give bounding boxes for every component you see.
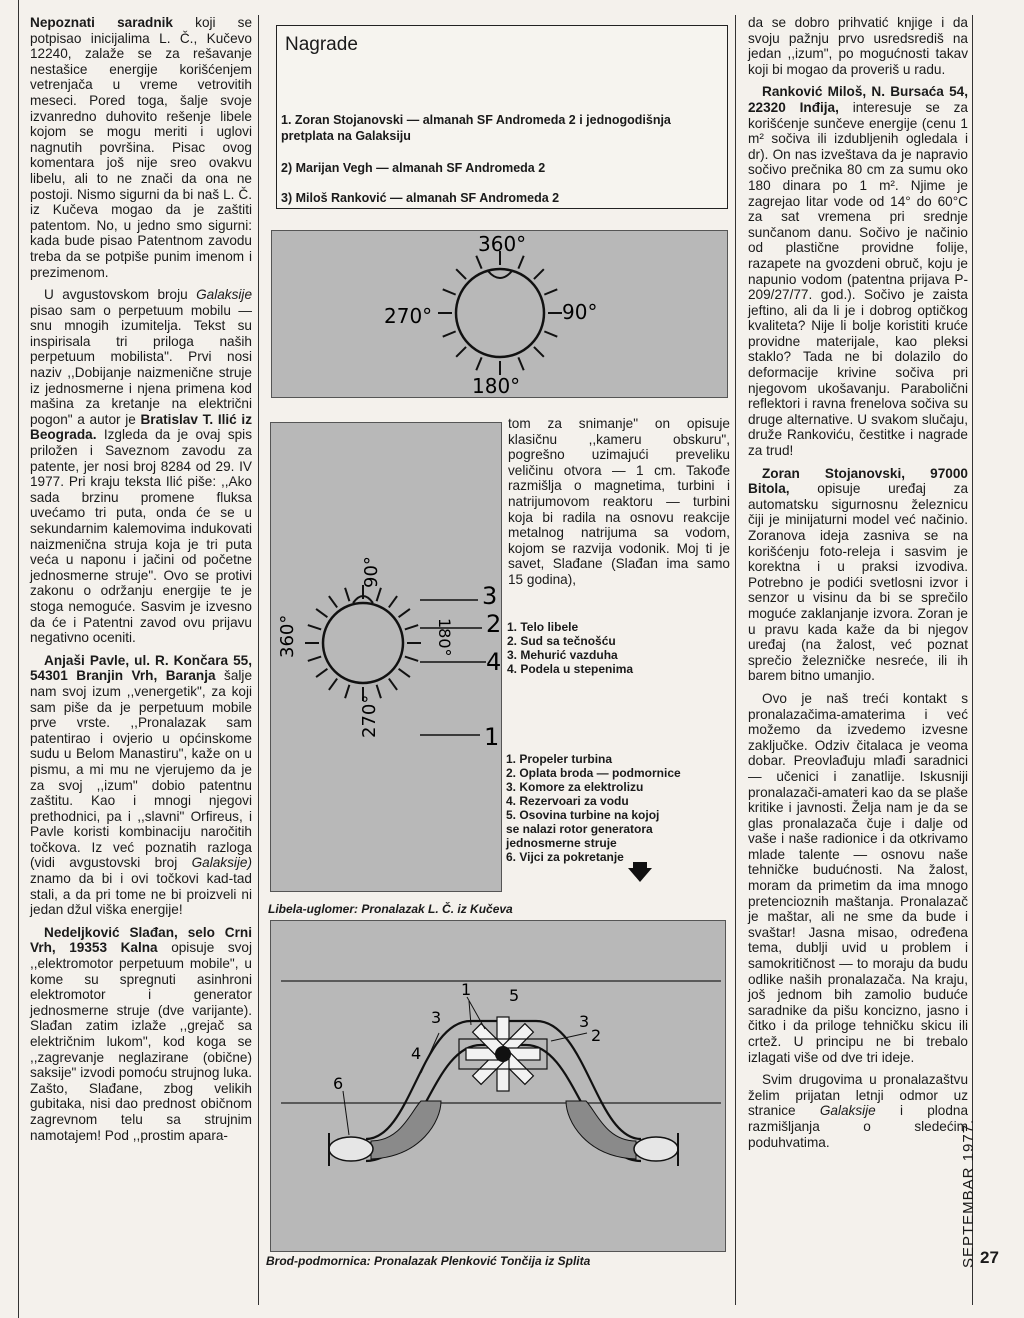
legend-item: 2. Oplata broda — podmornice <box>506 766 681 780</box>
dial-tick <box>544 289 557 294</box>
propeller-right <box>634 1137 678 1161</box>
dial-label-bottom: 270° <box>359 694 380 738</box>
part-label-3: 3 <box>431 1008 442 1027</box>
legend-libela <box>507 620 633 676</box>
legend-item: 4. Rezervoari za vodu <box>506 794 629 808</box>
callout-2: 2 <box>486 610 502 638</box>
legend-podmornica <box>506 752 681 864</box>
dial-tick <box>534 269 544 279</box>
dial-tick <box>389 679 397 690</box>
dial-tick <box>518 256 523 269</box>
article-column-2 <box>508 416 730 595</box>
dial-tick <box>456 269 466 279</box>
dial-tick <box>316 669 327 677</box>
legend-item: se nalazi rotor generatora <box>506 822 653 836</box>
dial-tick <box>443 331 456 336</box>
water-tank-left <box>371 1101 441 1159</box>
part-label-1: 1 <box>461 980 472 999</box>
awards-box <box>276 25 728 209</box>
caption-brod: Brod-podmornica: Pronalazak Plenković Tončija iz Splita <box>266 1254 591 1268</box>
contributor-name: Nedeljković Slađan, selo Crni Vrh, 19353 Kalna <box>30 924 252 956</box>
dial-circle <box>323 603 403 683</box>
paragraph-text: koji se potpisao inicijalima L. Č., Kučevo 12240, zalaže se za rešavanje nestašice energije korišćenjem vetrenjača u vreme vetrovitih meseci. Pored toga, šalje svoje izvanredno duhovito rešenje libele kojom se mogu meriti i uglovi nagnutih površina. Pisac ovog komentara još nije sreo ovakvu libelu, ali to ne znači da ona ne postoji. Nismo sigurni da bi naš L. Č. iz Kučeva mogao da je zaštiti patentom. No, u jedno smo sigurni: kada bude pisao Patentnom zavodu treba da se potpiše punim imenom i prezimenom. <box>30 15 253 280</box>
dial-circle <box>456 269 544 357</box>
part-label-2: 2 <box>591 1026 602 1045</box>
dial-tick <box>399 609 410 617</box>
level-dial-diagram <box>271 230 728 398</box>
part-label-6: 6 <box>333 1074 344 1093</box>
dial-tick <box>399 669 410 677</box>
column-rule-right <box>735 15 736 1305</box>
dial-top-drawing <box>272 231 727 397</box>
dial-tick <box>389 596 397 607</box>
legend-item: 3. Komore za elektrolizu <box>506 780 644 794</box>
dial-label-top: 90° <box>361 556 382 588</box>
dial-label-left: 270° <box>384 304 433 328</box>
dial-tick <box>316 609 327 617</box>
part-label-5: 5 <box>509 986 520 1005</box>
air-bubble <box>488 271 512 278</box>
legend-item: jednosmerne struje <box>506 836 617 850</box>
page-number: 27 <box>980 1248 999 1267</box>
dial-tick <box>405 625 418 629</box>
magazine-name: Galaksije) <box>191 855 253 871</box>
paragraph-text: šalje nam svoj izum ,,venergetik", za koji sam piše da je perpetuum mobile prve vrste. ,,Pronalazak sam patentirao i ovjerio u općinskome sudu u Belom Manastiru", kaže on u pismu, a mi mu ne vjerujemo da je za svoj ,,izum" dobio patentnu zaštitu. Kao i mnogi njegovi prethodnici, pa i ,,slavni" Orfireus, i Pavle koristi kombinaciju naročitih točkova. Iz već poznatih razloga (vidi avgustovski broj <box>30 668 253 871</box>
paragraph-text: i plodna razmišljanja o sledećim poduhvatima. <box>748 1103 969 1150</box>
magazine-name: Galaksije <box>196 287 253 303</box>
dial-label-top: 360° <box>478 232 527 256</box>
award-item-2: 2) Marijan Vegh — almanah SF Andromeda 2 <box>281 161 546 175</box>
dial-tick <box>544 331 557 336</box>
contributor-name: Nepoznati saradnik <box>30 15 173 30</box>
legend-item: 1. Telo libele <box>507 620 579 634</box>
turbine-hub <box>495 1046 511 1062</box>
paragraph-text: opisuje svoj ,,elektromotor perpetuum mobile", u kome su spregnuti asinhroni elektromotor i generator jednosmerne struje (dve varijante). Slađan zatim izlaže ,,grejač sa električnim lukom", kod koga se ,,zagrevanje neglazirane (obične) saksije" izvodi pomoću strujnog luka. Zašto, Slađane, zbog velikih gubitaka, nisi dao prednost običnom zagrevnom telu sa strujnim namotajem! Pod ,,prostim apara- <box>30 940 252 1143</box>
legend-item: 6. Vijci za pokretanje <box>506 850 624 864</box>
arrow-down-icon <box>628 868 652 882</box>
paragraph-rankovic <box>748 84 968 458</box>
callout-4: 4 <box>486 648 502 676</box>
dial-tick <box>443 289 456 294</box>
dial-tick <box>518 357 523 370</box>
contributor-name: Ranković Miloš, N. Bursaća 54, 22320 Inđija, <box>748 84 968 115</box>
page-edge-left <box>18 0 19 1318</box>
submarine-drawing <box>271 921 725 1251</box>
propeller-left <box>329 1137 373 1161</box>
legend-item: 3. Mehurić vazduha <box>507 648 618 662</box>
dial-tick <box>329 596 337 607</box>
dial-tick <box>476 256 481 269</box>
callout-3: 3 <box>482 582 498 610</box>
award-item-1: 1. Zoran Stojanovski — almanah SF Andromeda 2 i jednogodišnja pretplata na Galaksiju <box>281 113 671 143</box>
author-name: Bratislav T. Ilić iz Beograda. <box>30 411 252 443</box>
paragraph-text: U avgustovskom broju <box>44 287 188 303</box>
dial-tick <box>308 657 321 661</box>
award-item-3: 3) Miloš Ranković — almanah SF Andromeda 2 <box>281 191 560 205</box>
article-column-3 <box>748 15 968 1157</box>
caption-libela: Libela-uglomer: Pronalazak L. Č. iz Kučeva <box>268 902 513 916</box>
paragraph-nedeljkovic <box>30 925 252 1143</box>
paragraph-closing <box>748 1072 968 1150</box>
paragraph-conclusion: Ovo je naš treći kontakt s pronalazačima-amaterima i već možemo da izvedemo izvesne zaključke. Odziv čitalaca je veoma dobar. Preovlađuju mlađi saradnici — učenici i zanatlije. Iskusniji pronalazači-amateri kao da se plaše kritike i javnosti. Želja nam je da se glas pronalazača čuje i dalje od vaše i naše radionice i da otkrivamo mlade talente — osnovu naše tehničke budućnosti. Na žalost, moram da primetim da ima mnogo pretencioznih maštanja. Pronalazač je maštar, ali ne sme da bude i svaštar! Jasna misao, određena tema, dublji uvid u problem i samokritičnost — to moraju da budu odlike naših pronalazača. Na kraju, još jednom bih zamolio buduće saradnike da pišu koncizno, jasno i čitko i da priloge tehničku skicu ili crtež. U principu ne bi trebalo izlagati više od dve tri ideje. <box>748 690 968 1065</box>
awards-title: Nagrade <box>285 34 358 55</box>
legend-item: 1. Propeler turbina <box>506 752 613 766</box>
dial-tick <box>329 679 337 690</box>
paragraph-text: opisuje uređaj za automatsku sigurnosnu železnicu čiji je minijaturni model već načinio. Zoranova ideja zasniva se na korišćenju foto-releja i sasvim je korektna i u praksi izvodiva. Potrebno je podići svetlosni izvor i senzor u visinu da bi se sprečilo moguće zaklanjanje izvora. Zoran je u pravu kada kaže da bi njegov uređaj (na žalost, već poznat sprečio železničke nesreće, ili ih barem bitno umanjio. <box>748 481 969 684</box>
dial-tick <box>405 657 418 661</box>
paragraph-text: pisao sam o perpetuum mobilu — snu mnogih izumitelja. Tekst su inspirisala tri priloga naših perpetuum mobilista". Prvi nosi naziv ,,Dobijanje naizmenične struje iz jednosmerne i njena primena kod mašina za kretanje na električni pogon" a autor je <box>30 302 252 427</box>
dial-tick <box>456 347 466 357</box>
dial-tick <box>534 347 544 357</box>
paragraph-perpetuum <box>30 287 252 646</box>
dial-tick <box>345 685 349 698</box>
dial-label-right: 180° <box>435 618 454 657</box>
water-tank-right <box>566 1101 636 1159</box>
magazine-name: Galaksije <box>819 1103 876 1119</box>
paragraph-text: znamo da bi i ovi točkovi kad-tad stali, a da pri tome ne bi proizveli ni jedan džul viška energije! <box>30 871 252 918</box>
dial-label-right: 90° <box>562 300 598 324</box>
dial-tick <box>308 625 321 629</box>
paragraph-text: Izgleda da je ovaj spis priložen i Saveznom zavodu za patente, jer nosi broj 8284 od 29. IV 1977. Pri kraju teksta Ilić piše: ,,Ako sada brzinu promene fluksa uvećamo tri puta, onda će se u sekundarnim kalemovima indukovati naizmenična struja koja je tri puta veća u naponu i jačini od početne jednosmerne struje". Ovo se protivi zakonu o održanju energije te je stoga nemoguće. Sasvim je izvesno da će i Patentni zavod ovu prijavu negativno oceniti. <box>30 427 252 646</box>
dial-label-bottom: 180° <box>472 374 521 397</box>
dial-tick <box>377 588 381 601</box>
arrow-shaft <box>633 862 647 869</box>
legend-item: 2. Sud sa tečnošću <box>507 634 616 648</box>
contributor-name: Anjaši Pavle, ul. R. Končara 55, 54301 Branjin Vrh, Baranja <box>30 652 252 684</box>
paragraph-text: tom za snimanje" on opisuje klasičnu ,,kameru obskuru", pogrešno uzimajući preveliku veličinu otvora — 1 cm. Takođe razmišlja o magnetima, turbini i natrijumovom reaktoru — turbini koja bi radila na osnovu reakcije metalnog natrijuma sa vodom, kojom se razvija vodonik. Moj ti je savet, Slađane (Slađan ima samo 15 godina), <box>508 416 730 587</box>
dial-label-left: 360° <box>277 614 298 658</box>
dial-tick <box>476 357 481 370</box>
issue-date: SEPTEMBAR 1977. <box>960 1118 977 1268</box>
legend-item: 5. Osovina turbine na kojoj <box>506 808 660 822</box>
column-rule-left <box>258 15 259 1305</box>
part-label-4: 4 <box>411 1044 422 1063</box>
paragraph-text: Svim drugovima u pronalazaštvu želim prijatan letnji odmor uz stranice <box>748 1072 968 1119</box>
contributor-name: Zoran Stojanovski, 97000 Bitola, <box>748 465 968 497</box>
article-column-1 <box>30 15 252 1150</box>
paragraph-text: da se dobro prihvatić knjige i da svoju pažnju prvo usredsrediš na jedan ,,izum", po mogućnosti takav koji bi mogao da proveriš u radu. <box>748 15 968 77</box>
dial-tick <box>345 588 349 601</box>
paragraph-kucevo <box>30 15 252 280</box>
part-label-3b: 3 <box>579 1012 590 1031</box>
paragraph-anjasi <box>30 653 252 918</box>
column-rule-margin <box>972 15 973 1305</box>
submarine-diagram <box>270 920 726 1252</box>
legend-item: 4. Podela u stepenima <box>507 662 634 676</box>
dial-callouts <box>420 580 510 760</box>
paragraph-stojanovski <box>748 466 968 684</box>
callout-1: 1 <box>484 723 500 751</box>
paragraph-text: interesuje se za korišćenje sunčeve energije (cenu 1 m² sočiva ili izdubljenih ogledala i dr). On nas izveštava da je napravio sočivo prečnika 80 cm za sumu oko 180 dinara po 1 m². Njime je zagrejao litar vode od 14° do 60°C za sat vremena pri srednje sunčanom danu. Sočivo je načinio od plastične providne folije, razapete na gvozdeni obruč, koju je napunio vodom (patentna prijava P-209/27/77. god.). Sočivo je zaista jeftino, ali da li je i dobrog optičkog kvaliteta? Nije li bolje koristiti kruće providne materijale, kao pleksi staklo? Tada ne bi dolazilo do deformacije krivine sočiva pri njegovom ukošavanju. Parabolični reflektori i ravna frenelova sočiva su druge alternative. U svakom slučaju, druže Rankoviću, čestitke i nagrade za trud! <box>748 99 968 459</box>
